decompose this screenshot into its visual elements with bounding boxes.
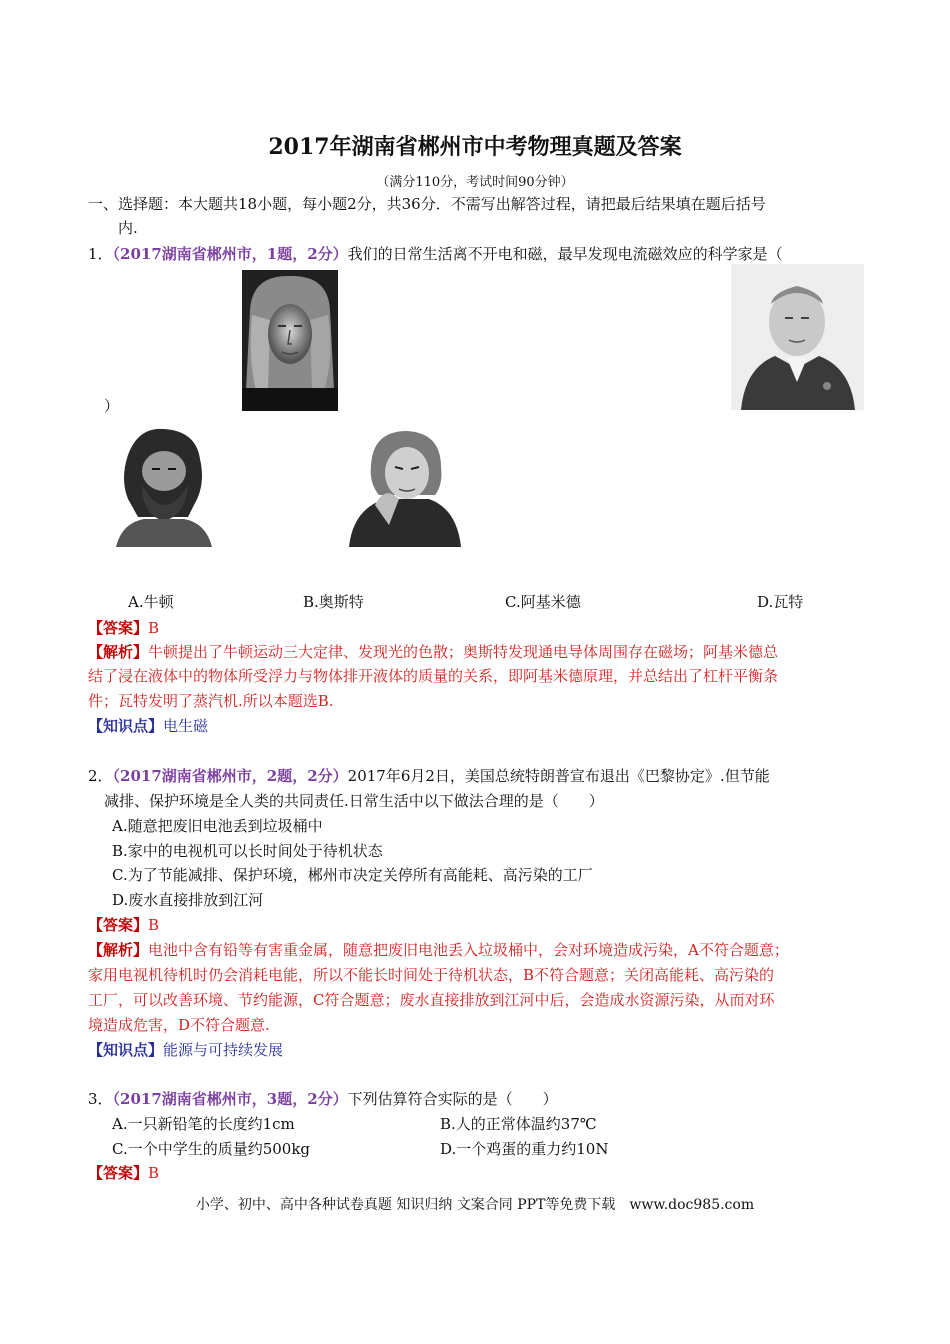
q2-analysis-line3: 工厂，可以改善环境、节约能源，C符合题意；废水直接排放到江河中后，会造成水资源污染，从而对环 [88, 991, 775, 1009]
archimedes-bust [108, 425, 216, 547]
knowledge-value: 能源与可持续发展 [163, 1041, 284, 1059]
question-number: 3． [88, 1090, 113, 1108]
answer-label: 【答案】 [88, 916, 149, 934]
knowledge-label: 【知识点】 [88, 717, 164, 735]
q1-analysis-line2: 结了浸在液体中的物体所受浮力与物体排开液体的质量的关系，即阿基米德原理，并总结出了杠杆平衡条 [88, 667, 779, 685]
question-source: （2017湖南省郴州市，2题，2分） [112, 767, 348, 785]
answer-value: B [148, 619, 160, 637]
q2-analysis-line4: 境造成危害，D不符合题意. [88, 1016, 270, 1034]
page-footer: 小学、初中、高中各种试卷真题 知识归纳 文案合同 PPT等免费下载 www.doc985.com [195, 1197, 755, 1213]
q1-option-d: D.瓦特 [757, 593, 804, 611]
analysis-label: 【解析】 [88, 941, 149, 959]
q3-option-a: A.一只新铅笔的长度约1cm [112, 1115, 295, 1133]
section-heading-line1: 一、选择题：本大题共18小题，每小题2分，共36分．不需写出解答过程，请把最后结果填在题后括号 [88, 195, 766, 213]
watt-portrait [345, 425, 463, 547]
analysis-label: 【解析】 [88, 643, 149, 661]
analysis-text: 牛顿提出了牛顿运动三大定律、发现光的色散；奥斯特发现通电导体周围存在磁场；阿基米德总 [148, 643, 779, 661]
question-text: 2017年6月2日，美国总统特朗普宣布退出《巴黎协定》.但节能 [347, 767, 770, 785]
question-number: 2． [88, 767, 113, 785]
q3-option-c: C.一个中学生的质量约500kg [112, 1140, 311, 1158]
question-source: （2017湖南省郴州市，3题，2分） [112, 1090, 348, 1108]
q1-answer [88, 616, 159, 640]
q1-option-c: C.阿基米德 [505, 593, 581, 611]
section-heading-line2: 内. [118, 219, 138, 237]
q3-answer [88, 1161, 159, 1185]
question-text: 下列估算符合实际的是（ ） [347, 1090, 558, 1108]
q1-option-a: A.牛顿 [128, 593, 174, 611]
q2-option-b: B.家中的电视机可以长时间处于待机状态 [112, 842, 383, 860]
oersted-portrait [731, 264, 864, 410]
q2-option-a: A.随意把废旧电池丢到垃圾桶中 [112, 817, 323, 835]
newton-portrait [242, 270, 338, 411]
q3-option-b: B.人的正常体温约37℃ [440, 1115, 597, 1133]
answer-value: B [148, 1164, 160, 1182]
question-3-stem [88, 1087, 558, 1111]
question-text: 我们的日常生活离不开电和磁，最早发现电流磁效应的科学家是（ [347, 245, 783, 263]
q1-knowledge-point [88, 714, 208, 738]
q2-analysis-line2: 家用电视机待机时仍会消耗电能，所以不能长时间处于待机状态，B不符合题意；关闭高能耗、高污染的 [88, 966, 775, 984]
q2-option-d: D.废水直接排放到江河 [112, 891, 264, 909]
knowledge-value: 电生磁 [163, 717, 209, 735]
q2-option-c: C.为了节能减排、保护环境，郴州市决定关停所有高能耗、高污染的工厂 [112, 866, 593, 884]
question-1-stem [88, 242, 783, 266]
answer-label: 【答案】 [88, 619, 149, 637]
q2-analysis-line1 [88, 938, 789, 962]
question-2-stem-line2: 减排、保护环境是全人类的共同责任.日常生活中以下做法合理的是（ ） [104, 792, 604, 810]
answer-value: B [148, 916, 160, 934]
question-1-close-paren: ） [104, 397, 120, 415]
question-number: 1． [88, 245, 113, 263]
analysis-text: 电池中含有铅等有害重金属，随意把废旧电池丢入垃圾桶中，会对环境造成污染，A不符合题意； [148, 941, 789, 959]
q1-analysis-line1 [88, 640, 778, 664]
answer-label: 【答案】 [88, 1164, 149, 1182]
exam-info: （满分110分，考试时间90分钟） [376, 175, 574, 190]
page-title: 2017年湖南省郴州市中考物理真题及答案 [268, 134, 682, 160]
question-source: （2017湖南省郴州市，1题，2分） [112, 245, 348, 263]
q1-analysis-line3: 件；瓦特发明了蒸汽机.所以本题选B. [88, 692, 334, 710]
q1-option-b: B.奥斯特 [303, 593, 364, 611]
question-2-stem [88, 764, 770, 788]
q2-knowledge-point [88, 1038, 283, 1062]
knowledge-label: 【知识点】 [88, 1041, 164, 1059]
q2-answer [88, 913, 159, 937]
q3-option-d: D.一个鸡蛋的重力约10N [440, 1140, 609, 1158]
